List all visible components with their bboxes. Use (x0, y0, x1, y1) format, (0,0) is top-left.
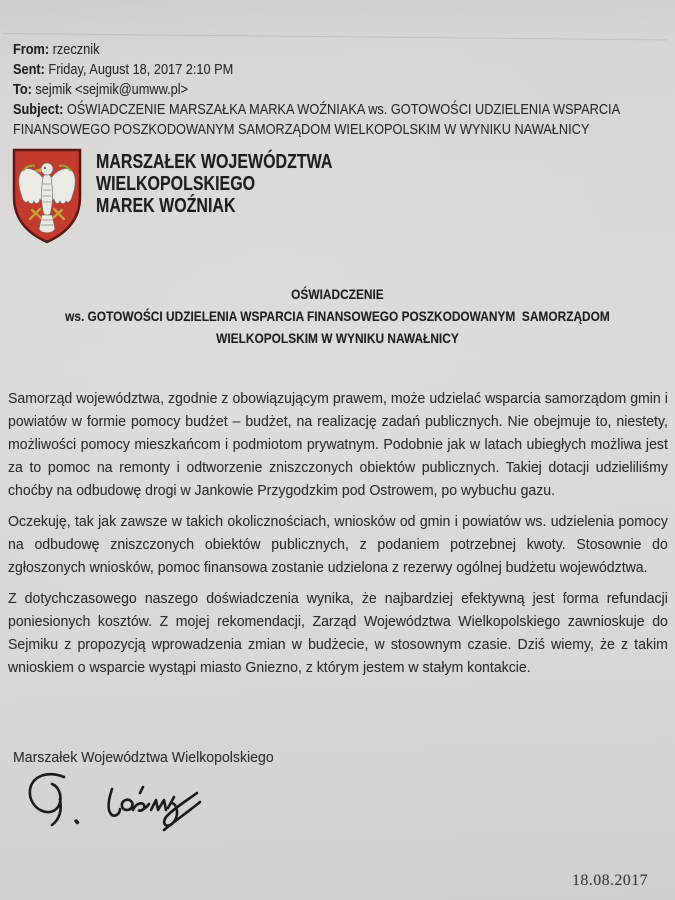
email-subject-value: OŚWIADCZENIE MARSZAŁKA MARKA WOŹNIAKA ws. GOTOWOŚCI UDZIELENIA WSPARCIA FINANSOWEGO POSZKODOWANYM SAMORZĄDOM WIELKOPOLSKIM W WYNIKU NAWAŁNICY (13, 102, 620, 138)
email-from-line (13, 40, 655, 60)
wielkopolska-coat-of-arms-icon (10, 147, 84, 245)
email-to-value: sejmik <sejmik@umww.pl> (35, 82, 189, 98)
letterhead-line-3: MAREK WOŹNIAK (96, 195, 236, 217)
handwritten-signature-icon (16, 769, 216, 841)
email-to-label: To: (13, 82, 32, 98)
email-from-label: From: (13, 42, 50, 58)
email-from-value: rzecznik (52, 42, 100, 58)
signoff-title: Marszałek Województwa Wielkopolskiego (13, 749, 274, 766)
email-sent-label: Sent: (13, 62, 45, 78)
statement-title-line-1: OŚWIADCZENIE (291, 286, 384, 302)
statement-paragraph-3: Z dotychczasowego naszego doświadczenia wynika, że najbardziej efektywną jest forma refundacji poniesionych kosztów. Z mojej rekomendacji, Zarząd Województwa Wielkopolskiego zawnioskuje do Sejmiku z propozycją wprowadzenia zmian w budżecie, w stosownym czasie. Dziś wiemy, że z takim wnioskiem o wsparcie wystąpi miasto Gniezno, z którym jestem w stałym kontakcie. (8, 590, 668, 676)
statement-body (8, 387, 668, 687)
statement-paragraph-2: Oczekuję, tak jak zawsze w takich okolicznościach, wniosków od gmin i powiatów ws. udzielenia pomocy na odbudowę zniszczonych obiektów publicznych, z podaniem potrzebnej kwoty. Stosownie do zgłoszonych wniosków, pomoc finansowa zostanie udzielona z rezerwy ogólnej budżetu województwa. (8, 513, 668, 576)
email-to-line (13, 80, 655, 100)
email-sent-line (13, 60, 655, 80)
document-date: 18.08.2017 (572, 872, 648, 889)
letterhead-text (96, 151, 332, 217)
statement-paragraph-1: Samorząd województwa, zgodnie z obowiązującym prawem, może udzielać wsparcia samorządom gmin i powiatów w formie pomocy budżet – budżet, na realizację zadań publicznych. Nie obejmuje to, niestety, możliwości pomocy mieszkańcom i podmiotom prywatnym. Podobnie jak w latach ubiegłych możliwa jest za to pomoc na remonty i odtworzenie zniszczonych obiektów publicznych. Takiej dotacji udzieliliśmy choćby na odbudowę drogi w Jankowie Przygodzkim pod Ostrowem, po wybuchu gazu. (8, 390, 668, 499)
email-subject-label: Subject: (13, 102, 64, 118)
statement-title (0, 283, 675, 349)
statement-title-line-2: ws. GOTOWOŚCI UDZIELENIA WSPARCIA FINANSOWEGO POSZKODOWANYM SAMORZĄDOM (65, 308, 610, 324)
email-sent-value: Friday, August 18, 2017 2:10 PM (48, 62, 234, 78)
email-header (13, 40, 655, 140)
email-subject-line (13, 100, 655, 140)
letterhead-line-1: MARSZAŁEK WOJEWÓDZTWA (96, 151, 333, 173)
letterhead-line-2: WIELKOPOLSKIEGO (96, 173, 256, 195)
statement-title-line-3: WIELKOPOLSKIM W WYNIKU NAWAŁNICY (216, 330, 459, 346)
